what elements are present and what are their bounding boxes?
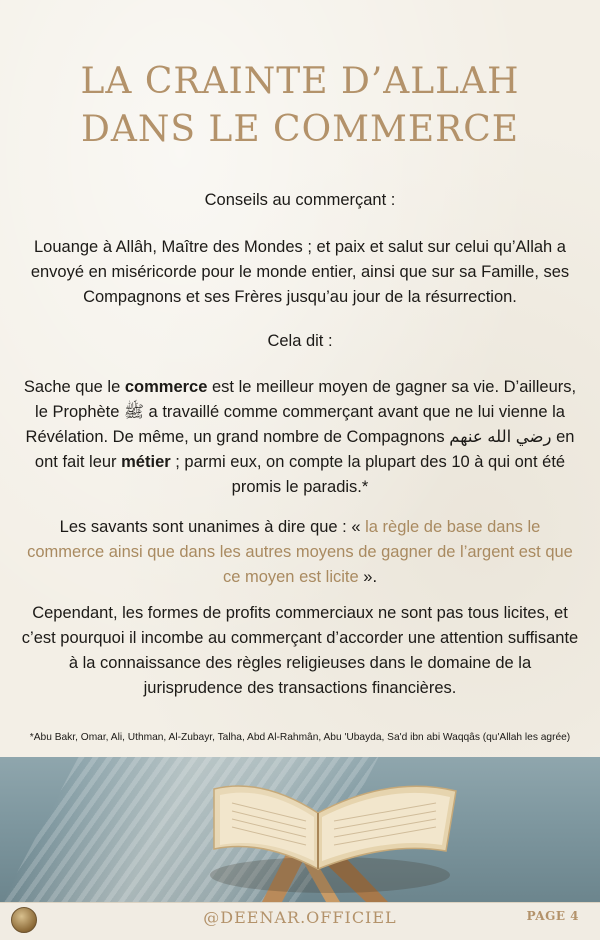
intro-line: Conseils au commerçant : bbox=[204, 191, 396, 209]
paragraph-caution: Cependant, les formes de profits commerciaux ne sont pas tous licites, et c’est pourquoi il incombe au commerçant d’accorder une attention suffisante à la connaissance des règles religieuses dans le domaine de la jurisprudence des transactions financières. bbox=[21, 604, 579, 697]
quran-photo bbox=[0, 757, 600, 902]
scholars-intro: Les savants sont unanimes à dire que : « bbox=[59, 518, 366, 536]
paragraph-scholars bbox=[20, 515, 580, 590]
scholars-close: ». bbox=[358, 568, 378, 586]
paragraph-commerce-text-2: est le meilleur moyen de gagner sa vie. D’ailleurs, le Prophète ﷺ a travaillé comme commerçant avant que ne lui vienne la Révélation. De même, un grand nombre de Compagnons رضي الله عنهم en ont fait leur bbox=[25, 378, 577, 471]
social-handle: @DEENAR.OFFICIEL bbox=[203, 908, 397, 927]
transition-line: Cela dit : bbox=[267, 332, 333, 350]
scholars-quote: la règle de base dans le commerce ainsi que dans les autres moyens de gagner de l’argent est que ce moyen est licite bbox=[27, 518, 573, 586]
keyword-metier: métier bbox=[121, 453, 171, 471]
footnote: *Abu Bakr, Omar, Ali, Uthman, Al-Zubayr, Talha, Abd Al-Rahmân, Abu 'Ubayda, Sa'd ibn abi Waqqâs (qu'Allah les agrée) bbox=[29, 732, 571, 743]
page-number: PAGE 4 bbox=[526, 909, 579, 923]
paragraph-commerce bbox=[20, 375, 580, 500]
keyword-commerce: commerce bbox=[124, 378, 208, 396]
open-quran-icon bbox=[0, 757, 600, 902]
page-title: LA CRAINTE D’ALLAH DANS LE COMMERCE bbox=[80, 61, 520, 150]
paragraph-commerce-text-3: ; parmi eux, on compte la plupart des 10 à qui ont été promis le paradis.* bbox=[170, 453, 566, 496]
paragraph-praise: Louange à Allâh, Maître des Mondes ; et paix et salut sur celui qu’Allah a envoyé en miséricorde pour le monde entier, ainsi que sur sa Famille, ses Compagnons et ses Frères jusqu’au jour de la résurrection. bbox=[30, 238, 570, 306]
paragraph-commerce-text-1: Sache que le bbox=[23, 378, 125, 396]
